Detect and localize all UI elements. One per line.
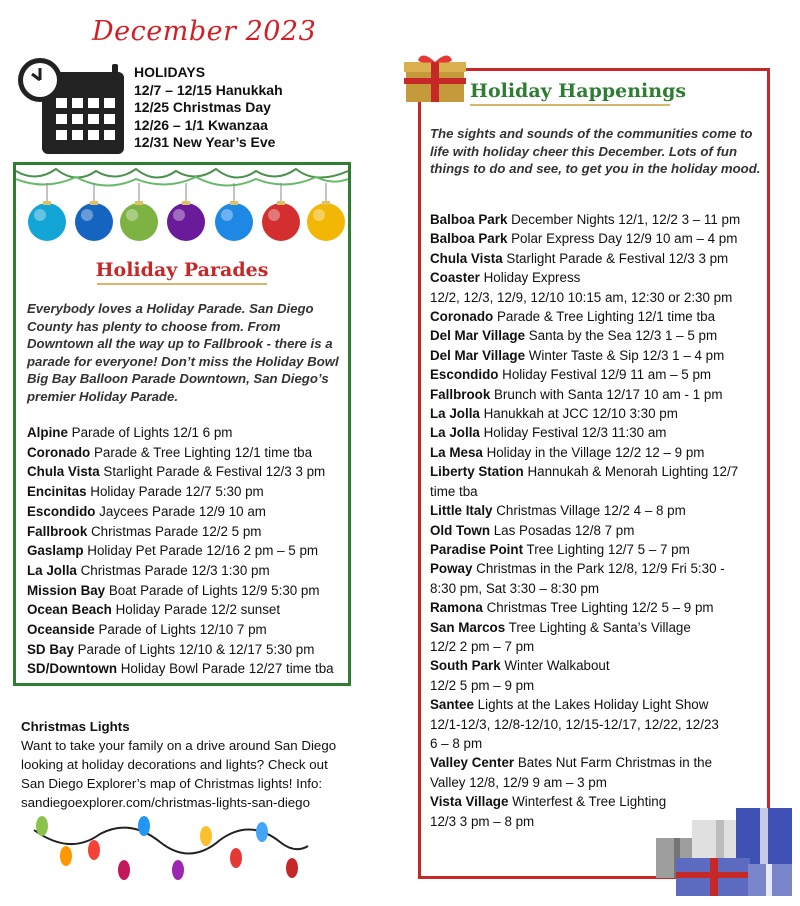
happening-line [430,656,766,675]
happening-detail: Valley 12/8, 12/9 9 am – 3 pm [430,774,607,790]
happening-place: La Jolla [430,406,480,422]
happening-line [430,268,766,287]
holiday-item: 12/25 Christmas Day [134,99,271,115]
happening-detail: December Nights 12/1, 12/2 3 – 11 pm [507,212,741,227]
happening-line [430,637,766,656]
parade-place: Chula Vista [27,464,100,480]
happening-place: Fallbrook [430,386,491,402]
happening-line [430,288,766,307]
happening-item [430,249,766,268]
happenings-heading: Holiday Happenings [470,80,687,102]
happening-detail: time tba [430,483,478,499]
happening-line [430,501,766,520]
happening-detail: Bates Nut Farm Christmas in the [514,755,713,771]
christmas-lights-heading: Christmas Lights [21,719,130,734]
happening-detail: Tree Lighting 12/7 5 – 7 pm [523,541,690,557]
happening-detail: Holiday Festival 12/9 11 am – 5 pm [498,367,712,383]
christmas-lights-string [30,812,310,882]
happening-item [430,540,766,559]
parade-item [27,423,345,443]
happening-line [430,695,766,714]
happening-place: South Park [430,658,501,674]
happening-detail: Santa by the Sea 12/3 1 – 5 pm [525,328,718,344]
holiday-item: 12/26 – 1/1 Kwanzaa [134,116,268,133]
happening-place: Escondido [430,367,499,383]
happening-item [430,346,766,365]
happening-line [430,753,766,772]
parade-place: SD Bay [27,641,74,657]
happening-item [430,210,766,229]
christmas-lights-section [21,717,371,812]
parade-place: SD/Downtown [27,661,118,677]
happening-item [430,598,766,617]
happening-line [430,734,766,753]
happening-detail: Starlight Parade & Festival 12/3 3 pm [502,250,729,266]
happening-line [430,579,766,598]
happening-detail: 8:30 pm, Sat 3:30 – 8:30 pm [430,580,599,596]
happening-detail: Holiday Express [479,270,581,286]
parade-detail: Christmas Parade 12/3 1:30 pm [76,562,270,578]
happening-item [430,501,766,520]
happening-detail: Holiday Festival 12/3 11:30 am [479,425,667,441]
happening-item [430,462,766,501]
happening-detail: Hanukkah at JCC 12/10 3:30 pm [479,406,678,422]
parades-intro: Everybody loves a Holiday Parade. San Diego County has plenty to choose from. From Downtown all the way up to Fallbrook - there is a parade for everyone! Don’t miss the Holiday Bowl Big Bay Balloon Parade Downtown, San Diego’s premier Holiday Parade. [27,301,339,404]
happening-detail: Brunch with Santa 12/17 10 am - 1 pm [490,386,723,402]
happening-place: Paradise Point [430,541,524,557]
parade-detail: Holiday Parade 12/7 5:30 pm [86,484,264,500]
parade-item [27,620,345,640]
gifts-pile-icon [652,800,794,898]
happening-line [430,229,766,248]
parade-detail: Holiday Pet Parade 12/16 2 pm – 5 pm [83,543,319,559]
happenings-list [430,210,766,831]
happening-place: San Marcos [430,619,506,635]
happening-detail: Lights at the Lakes Holiday Light Show [473,697,709,713]
parade-detail: Holiday Parade 12/2 sunset [111,602,281,618]
heading-underline [97,283,267,285]
parade-place: La Jolla [27,562,77,578]
happening-place: La Jolla [430,425,480,441]
parade-detail: Holiday Bowl Parade 12/27 time tba [117,661,334,677]
christmas-lights-line: looking at holiday decorations and lights? Check out [21,757,328,772]
happening-place: La Mesa [430,444,483,460]
happening-place: Chula Vista [430,250,503,266]
happening-place: Del Mar Village [430,328,526,344]
happening-place: Little Italy [430,503,493,519]
parade-detail: Parade of Lights 12/1 6 pm [67,425,233,440]
happening-detail: Hannukah & Menorah Lighting 12/7 [523,464,739,480]
parade-item [27,541,345,561]
happening-detail: 12/3 3 pm – 8 pm [430,813,535,829]
happening-place: Balboa Park [430,212,508,227]
holiday-item: 12/31 New Year’s Eve [134,134,276,150]
parade-item [27,581,345,601]
parade-place: Mission Bay [27,582,106,598]
parade-item [27,502,345,522]
happening-detail: Christmas Tree Lighting 12/2 5 – 9 pm [482,600,714,616]
happening-detail: Parade & Tree Lighting 12/1 time tba [493,309,716,325]
happening-place: Coronado [430,309,494,325]
parade-item [27,462,345,482]
happening-place: Old Town [430,522,490,538]
happening-detail: Holiday in the Village 12/2 12 – 9 pm [482,444,705,460]
happening-detail: 12/2 2 pm – 7 pm [430,638,535,654]
happening-place: Balboa Park [430,231,508,247]
happening-line [430,326,766,345]
holidays-list [134,64,283,152]
happening-place: Del Mar Village [430,347,526,363]
happening-detail: 12/2, 12/3, 12/9, 12/10 10:15 am, 12:30 or 2:30 pm [430,289,733,305]
happening-line [430,385,766,404]
happening-line [430,249,766,268]
happening-item [430,559,766,598]
happening-item [430,753,766,792]
holiday-parades-box [13,162,351,686]
parade-place: Coronado [27,444,91,460]
happening-item [430,656,766,695]
happenings-intro: The sights and sounds of the communities come to life with holiday cheer this December. Lots of fun things to do and see, to get you in the holiday mood. [430,126,761,177]
parade-place: Alpine [27,425,68,440]
parade-place: Escondido [27,503,96,519]
parades-list [27,423,345,679]
happening-place: Valley Center [430,755,515,771]
parade-detail: Christmas Parade 12/2 5 pm [87,523,262,539]
happening-detail: Las Posadas 12/8 7 pm [490,522,635,538]
happening-item [430,423,766,442]
happening-place: Santee [430,697,474,713]
happening-item [430,385,766,404]
holidays-heading: HOLIDAYS [134,64,206,80]
happening-line [430,365,766,384]
parade-place: Ocean Beach [27,602,112,618]
happening-detail: Christmas Village 12/2 4 – 8 pm [492,503,686,519]
happening-detail: 6 – 8 pm [430,735,483,751]
christmas-lights-line: sandiegoexplorer.com/christmas-lights-san-diego [21,795,310,810]
happening-line [430,715,766,734]
happening-detail: Winter Taste & Sip 12/3 1 – 4 pm [525,347,725,363]
happening-item [430,695,766,753]
happening-detail: Winterfest & Tree Lighting [508,794,667,810]
parade-place: Oceanside [27,622,95,638]
happening-item [430,365,766,384]
happening-line [430,676,766,695]
parade-item [27,600,345,620]
happening-line [430,443,766,462]
happenings-heading-wrap [470,80,700,106]
happening-place: Coaster [430,270,480,286]
happening-line [430,521,766,540]
calendar-clock-icon [16,58,128,158]
happening-detail: 12/1-12/3, 12/8-12/10, 12/15-12/17, 12/22, 12/23 [430,716,719,732]
holiday-item: 12/7 – 12/15 Hanukkah [134,81,283,98]
happening-place: Vista Village [430,794,509,810]
parade-detail: Starlight Parade & Festival 12/3 3 pm [99,464,326,480]
happening-item [430,268,766,307]
parade-detail: Parade of Lights 12/10 & 12/17 5:30 pm [73,641,315,657]
happening-line [430,210,766,229]
happening-detail: Winter Walkabout [500,658,610,674]
happening-line [430,598,766,617]
happening-detail: Polar Express Day 12/9 10 am – 4 pm [507,231,738,247]
parade-item [27,522,345,542]
parade-place: Encinitas [27,484,87,500]
happening-item [430,404,766,423]
christmas-lights-line: San Diego Explorer’s map of Christmas lights! Info: [21,776,323,791]
happening-line [430,559,766,578]
parades-heading-wrap [16,259,348,285]
parade-detail: Parade & Tree Lighting 12/1 time tba [90,444,313,460]
parade-detail: Parade of Lights 12/10 7 pm [94,622,267,638]
happening-line [430,346,766,365]
christmas-lights-line: Want to take your family on a drive around San Diego [21,738,337,753]
happening-line [430,404,766,423]
happening-item [430,307,766,326]
happening-line [430,618,766,637]
parade-place: Gaslamp [27,543,84,559]
month-title: December 2023 [92,16,317,47]
happening-line [430,773,766,792]
happening-item [430,229,766,248]
parade-item [27,659,345,679]
happening-detail: Christmas in the Park 12/8, 12/9 Fri 5:30 - [472,561,725,577]
heading-underline [470,104,670,106]
happening-item [430,618,766,657]
parade-detail: Jaycees Parade 12/9 10 am [95,503,266,519]
happening-line [430,307,766,326]
happening-place: Ramona [430,600,483,616]
happening-item [430,326,766,345]
ornaments-garland [16,165,348,253]
happening-line [430,423,766,442]
parade-item [27,561,345,581]
parade-item [27,640,345,660]
happening-line [430,482,766,501]
parade-item [27,482,345,502]
happening-detail: Tree Lighting & Santa’s Village [505,619,691,635]
parade-place: Fallbrook [27,523,88,539]
happening-item [430,521,766,540]
happening-place: Poway [430,561,473,577]
gift-box-icon [400,54,470,106]
happening-detail: 12/2 5 pm – 9 pm [430,677,535,693]
parade-detail: Boat Parade of Lights 12/9 5:30 pm [105,582,320,598]
happening-line [430,462,766,481]
parades-heading: Holiday Parades [95,259,269,281]
parade-item [27,443,345,463]
happening-item [430,443,766,462]
happening-line [430,540,766,559]
happening-place: Liberty Station [430,464,524,480]
